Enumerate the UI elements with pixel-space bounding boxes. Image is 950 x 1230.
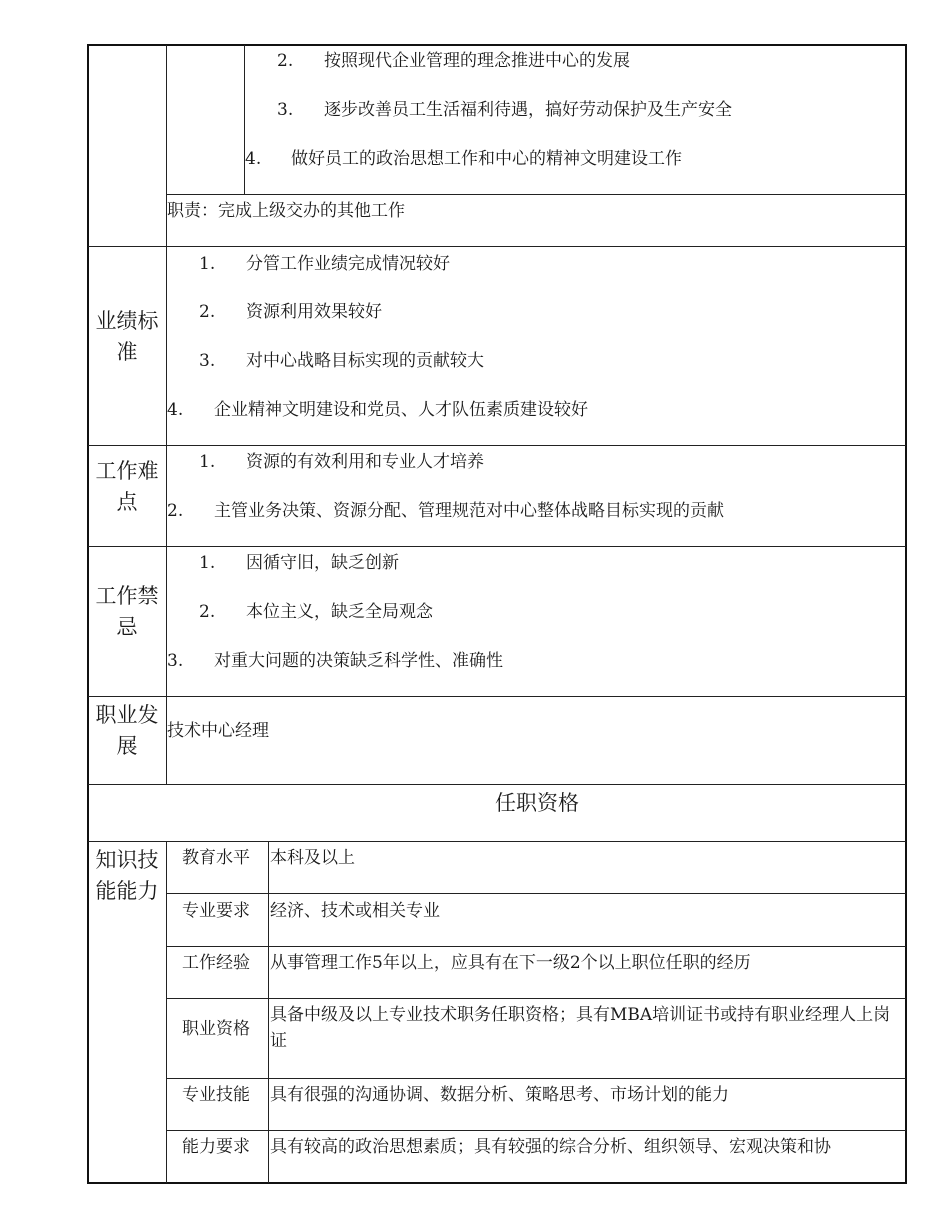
performance-item-number: 1. xyxy=(199,254,216,274)
row-divider xyxy=(88,696,906,697)
row-divider xyxy=(166,1130,906,1131)
row-divider xyxy=(88,246,906,247)
prohibition-item-number: 1. xyxy=(199,553,216,573)
duty-item-number: 4. xyxy=(245,149,262,169)
row-divider xyxy=(166,893,906,894)
performance-item-text: 资源利用效果较好 xyxy=(246,302,382,322)
difficulty-item-text: 资源的有效利用和专业人才培养 xyxy=(246,452,484,472)
prohibition-item-text: 因循守旧，缺乏创新 xyxy=(246,553,399,573)
qual-name: 能力要求 xyxy=(182,1137,250,1157)
qual-name: 专业要求 xyxy=(182,901,250,921)
prohibition-item-text: 对重大问题的决策缺乏科学性、准确性 xyxy=(214,651,503,671)
difficulty-item-number: 1. xyxy=(199,452,216,472)
career-label: 职业发展 xyxy=(95,703,159,758)
performance-label: 业绩标准 xyxy=(95,309,159,364)
duties-inner-divider xyxy=(244,45,245,195)
performance-item-number: 3. xyxy=(199,351,216,371)
table-border-top xyxy=(87,44,907,46)
table-border-right xyxy=(905,44,907,1184)
career-value: 技术中心经理 xyxy=(167,721,269,741)
qual-value: 从事管理工作5年以上，应具有在下一级2个以上职位任职的经历 xyxy=(270,953,751,973)
duty-item-text: 逐步改善员工生活福利待遇，搞好劳动保护及生产安全 xyxy=(324,100,732,120)
row-divider xyxy=(88,784,906,785)
qual-name: 教育水平 xyxy=(182,848,250,868)
duty-item-text: 按照现代企业管理的理念推进中心的发展 xyxy=(324,51,630,71)
prohibition-item-text: 本位主义，缺乏全局观念 xyxy=(246,602,433,622)
qualifications-label: 知识技能能力 xyxy=(95,848,159,903)
qual-value: 具有较高的政治思想素质；具有较强的综合分析、组织领导、宏观决策和协 xyxy=(270,1137,831,1157)
performance-item-number: 2. xyxy=(199,302,216,322)
row-divider xyxy=(88,445,906,446)
qual-value: 本科及以上 xyxy=(270,848,355,868)
prohibition-item-number: 3. xyxy=(167,651,184,671)
qual-name: 专业技能 xyxy=(182,1085,250,1105)
qual-value: 具有很强的沟通协调、数据分析、策略思考、市场计划的能力 xyxy=(270,1085,729,1105)
table-border-bottom xyxy=(87,1182,907,1184)
difficulty-item-number: 2. xyxy=(167,501,184,521)
performance-item-text: 分管工作业绩完成情况较好 xyxy=(246,254,450,274)
performance-item-text: 对中心战略目标实现的贡献较大 xyxy=(246,351,484,371)
duty-other-text: 职责：完成上级交办的其他工作 xyxy=(167,201,405,221)
row-divider xyxy=(166,946,906,947)
row-divider xyxy=(88,546,906,547)
row-divider xyxy=(166,194,906,195)
duty-item-number: 2. xyxy=(277,51,294,71)
performance-item-text: 企业精神文明建设和党员、人才队伍素质建设较好 xyxy=(214,400,588,420)
qual-name: 工作经验 xyxy=(182,953,250,973)
row-divider xyxy=(166,998,906,999)
performance-item-number: 4. xyxy=(167,400,184,420)
row-divider xyxy=(88,841,906,842)
qualifications-title: 任职资格 xyxy=(495,791,579,815)
duty-item-text: 做好员工的政治思想工作和中心的精神文明建设工作 xyxy=(291,149,682,169)
qual-value: 经济、技术或相关专业 xyxy=(270,901,440,921)
qual-name: 职业资格 xyxy=(182,1019,250,1039)
prohibition-item-number: 2. xyxy=(199,602,216,622)
difficulties-label: 工作难点 xyxy=(95,459,159,514)
duty-item-number: 3. xyxy=(277,100,294,120)
difficulty-item-text: 主管业务决策、资源分配、管理规范对中心整体战略目标实现的贡献 xyxy=(214,501,724,521)
prohibitions-label: 工作禁忌 xyxy=(95,584,159,639)
row-divider xyxy=(166,1078,906,1079)
qual-value: 具备中级及以上专业技术职务任职资格；具有MBA培训证书或持有职业经理人上岗证 xyxy=(270,1005,891,1051)
